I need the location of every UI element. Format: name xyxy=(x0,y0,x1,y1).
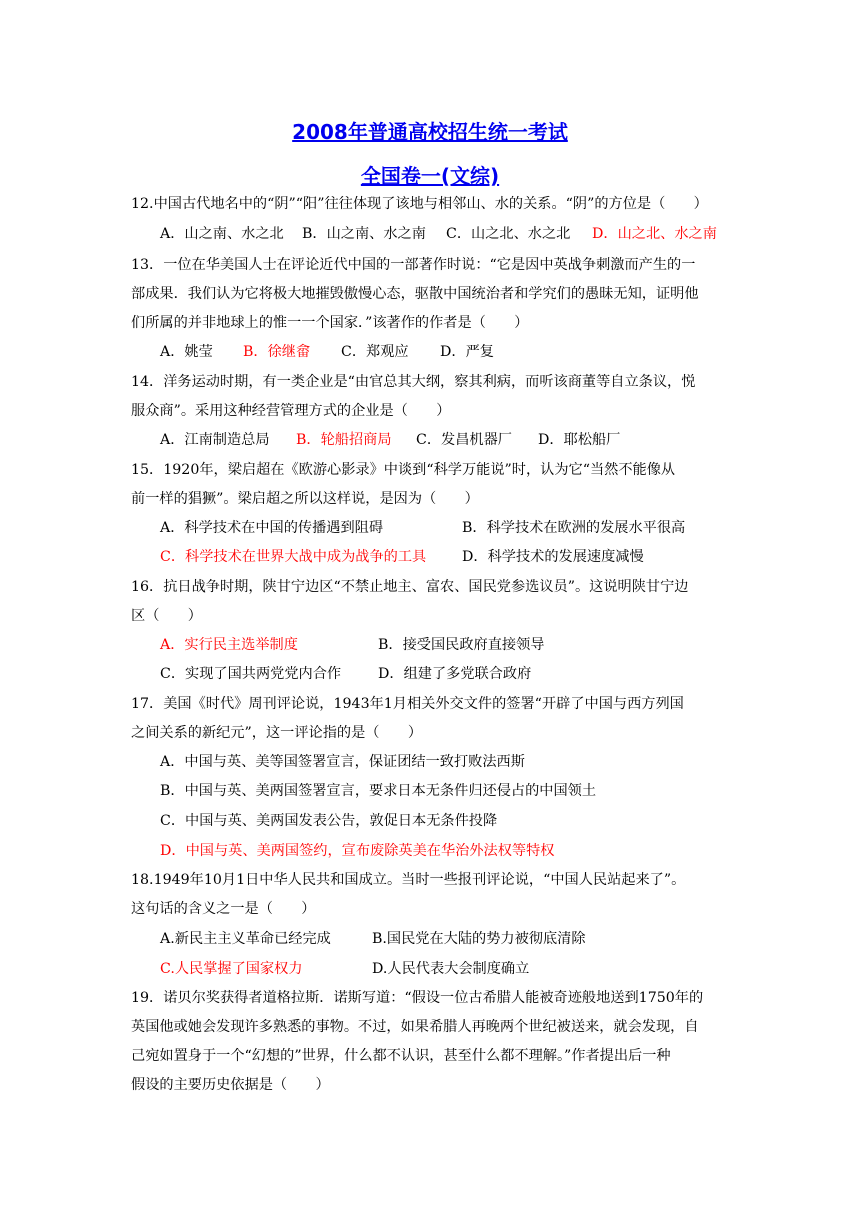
q16-option-d: D．组建了多党联合政府 xyxy=(378,666,532,682)
question-13-line-3: 们所属的并非地球上的惟一一个国家．”该著作的作者是（ ） xyxy=(131,315,529,331)
q16-option-b: B．接受国民政府直接领导 xyxy=(378,637,545,653)
q15-option-d: D．科学技术的发展速度减慢 xyxy=(462,549,644,565)
question-19-line-3: 己宛如置身于一个“幻想的”世界，什么都不认识，甚至什么都不理解。”作者提出后一种 xyxy=(131,1048,671,1064)
q14-option-c: C．发昌机器厂 xyxy=(416,432,512,448)
question-19-line-1: 19．诺贝尔奖获得者道格拉斯．诺斯写道：“假设一位古希腊人能被奇迹般地送到1750年的 xyxy=(131,990,704,1006)
question-18-line-1: 18.1949年10月1日中华人民共和国成立。当时一些报刊评论说，“中国人民站起来了”。 xyxy=(131,872,686,888)
q14-option-b-answer: B．轮船招商局 xyxy=(296,432,392,448)
question-14-line-2: 服众商”。采用这种经营管理方式的企业是（ ） xyxy=(131,403,451,419)
question-19-line-2: 英国他或她会发现许多熟悉的事物。不过，如果希腊人再晚两个世纪被送来，就会发现，自 xyxy=(131,1019,699,1035)
question-16-line-1: 16．抗日战争时期，陕甘宁边区“不禁止地主、富农、国民党参选议员”。这说明陕甘宁边 xyxy=(131,579,689,595)
q14-option-d: D．耶松船厂 xyxy=(538,432,621,448)
question-13-line-2: 部成果．我们认为它将极大地摧毁傲慢心态，驱散中国统治者和学究们的愚昧无知，证明他 xyxy=(131,286,699,302)
question-16-line-2: 区（ ） xyxy=(131,608,202,624)
q13-option-a: A．姚莹 xyxy=(160,344,213,360)
question-17-line-2: 之间关系的新纪元”，这一评论指的是（ ） xyxy=(131,725,423,741)
question-15-line-1: 15．1920年，梁启超在《欧游心影录》中谈到“科学万能说”时，认为它“当然不能像从 xyxy=(131,462,676,478)
q12-option-a: A．山之南、水之北 xyxy=(160,226,284,242)
q15-option-a: A．科学技术在中国的传播遇到阻碍 xyxy=(160,520,384,536)
q17-option-a: A．中国与英、美等国签署宣言，保证团结一致打败法西斯 xyxy=(160,754,525,770)
q17-option-b: B．中国与英、美两国签署宣言，要求日本无条件归还侵占的中国领土 xyxy=(160,783,597,799)
q13-option-d: D．严复 xyxy=(440,344,494,360)
q18-option-b: B.国民党在大陆的势力被彻底清除 xyxy=(372,931,586,947)
q18-option-c-answer: C.人民掌握了国家权力 xyxy=(160,961,303,977)
question-15-line-2: 前一样的猖獗”。梁启超之所以这样说，是因为（ ） xyxy=(131,491,479,507)
q18-option-a: A.新民主主义革命已经完成 xyxy=(160,931,331,947)
question-12-text: 12.中国古代地名中的“阴”“阳”往往体现了该地与相邻山、水的关系。“阴”的方位是（ ） xyxy=(131,196,708,212)
question-13-line-1: 13．一位在华美国人士在评论近代中国的一部著作时说：“它是因中英战争刺激而产生的一 xyxy=(131,257,696,273)
q16-option-a-answer: A．实行民主选举制度 xyxy=(160,637,298,653)
q15-option-c-answer: C．科学技术在世界大战中成为战争的工具 xyxy=(160,549,427,565)
question-18-line-2: 这句话的含义之一是（ ） xyxy=(131,901,316,917)
exam-subtitle[interactable]: 全国卷一(文综) xyxy=(360,164,500,188)
exam-title[interactable]: 2008年普通高校招生统一考试 xyxy=(292,120,568,144)
question-14-line-1: 14．洋务运动时期，有一类企业是“由官总其大纲，察其利病，而听该商董等自立条议，悦 xyxy=(131,374,696,390)
q14-option-a: A．江南制造总局 xyxy=(160,432,270,448)
q16-option-c: C．实现了国共两党党内合作 xyxy=(160,666,342,682)
q15-option-b: B．科学技术在欧洲的发展水平很高 xyxy=(462,520,686,536)
q13-option-b-answer: B．徐继畲 xyxy=(243,344,311,360)
q18-option-d: D.人民代表大会制度确立 xyxy=(372,961,530,977)
question-19-line-4: 假设的主要历史依据是（ ） xyxy=(131,1077,330,1093)
q12-option-d-answer: D．山之北、水之南 xyxy=(592,226,717,242)
q12-option-b: B．山之南、水之南 xyxy=(302,226,426,242)
question-17-line-1: 17．美国《时代》周刊评论说，1943年1月相关外交文件的签署“开辟了中国与西方列国 xyxy=(131,696,684,712)
q17-option-d-answer: D．中国与英、美两国签约，宣布废除英美在华治外法权等特权 xyxy=(160,843,555,859)
q12-option-c: C．山之北、水之北 xyxy=(446,226,571,242)
q13-option-c: C．郑观应 xyxy=(341,344,409,360)
q17-option-c: C．中国与英、美两国发表公告，敦促日本无条件投降 xyxy=(160,813,498,829)
